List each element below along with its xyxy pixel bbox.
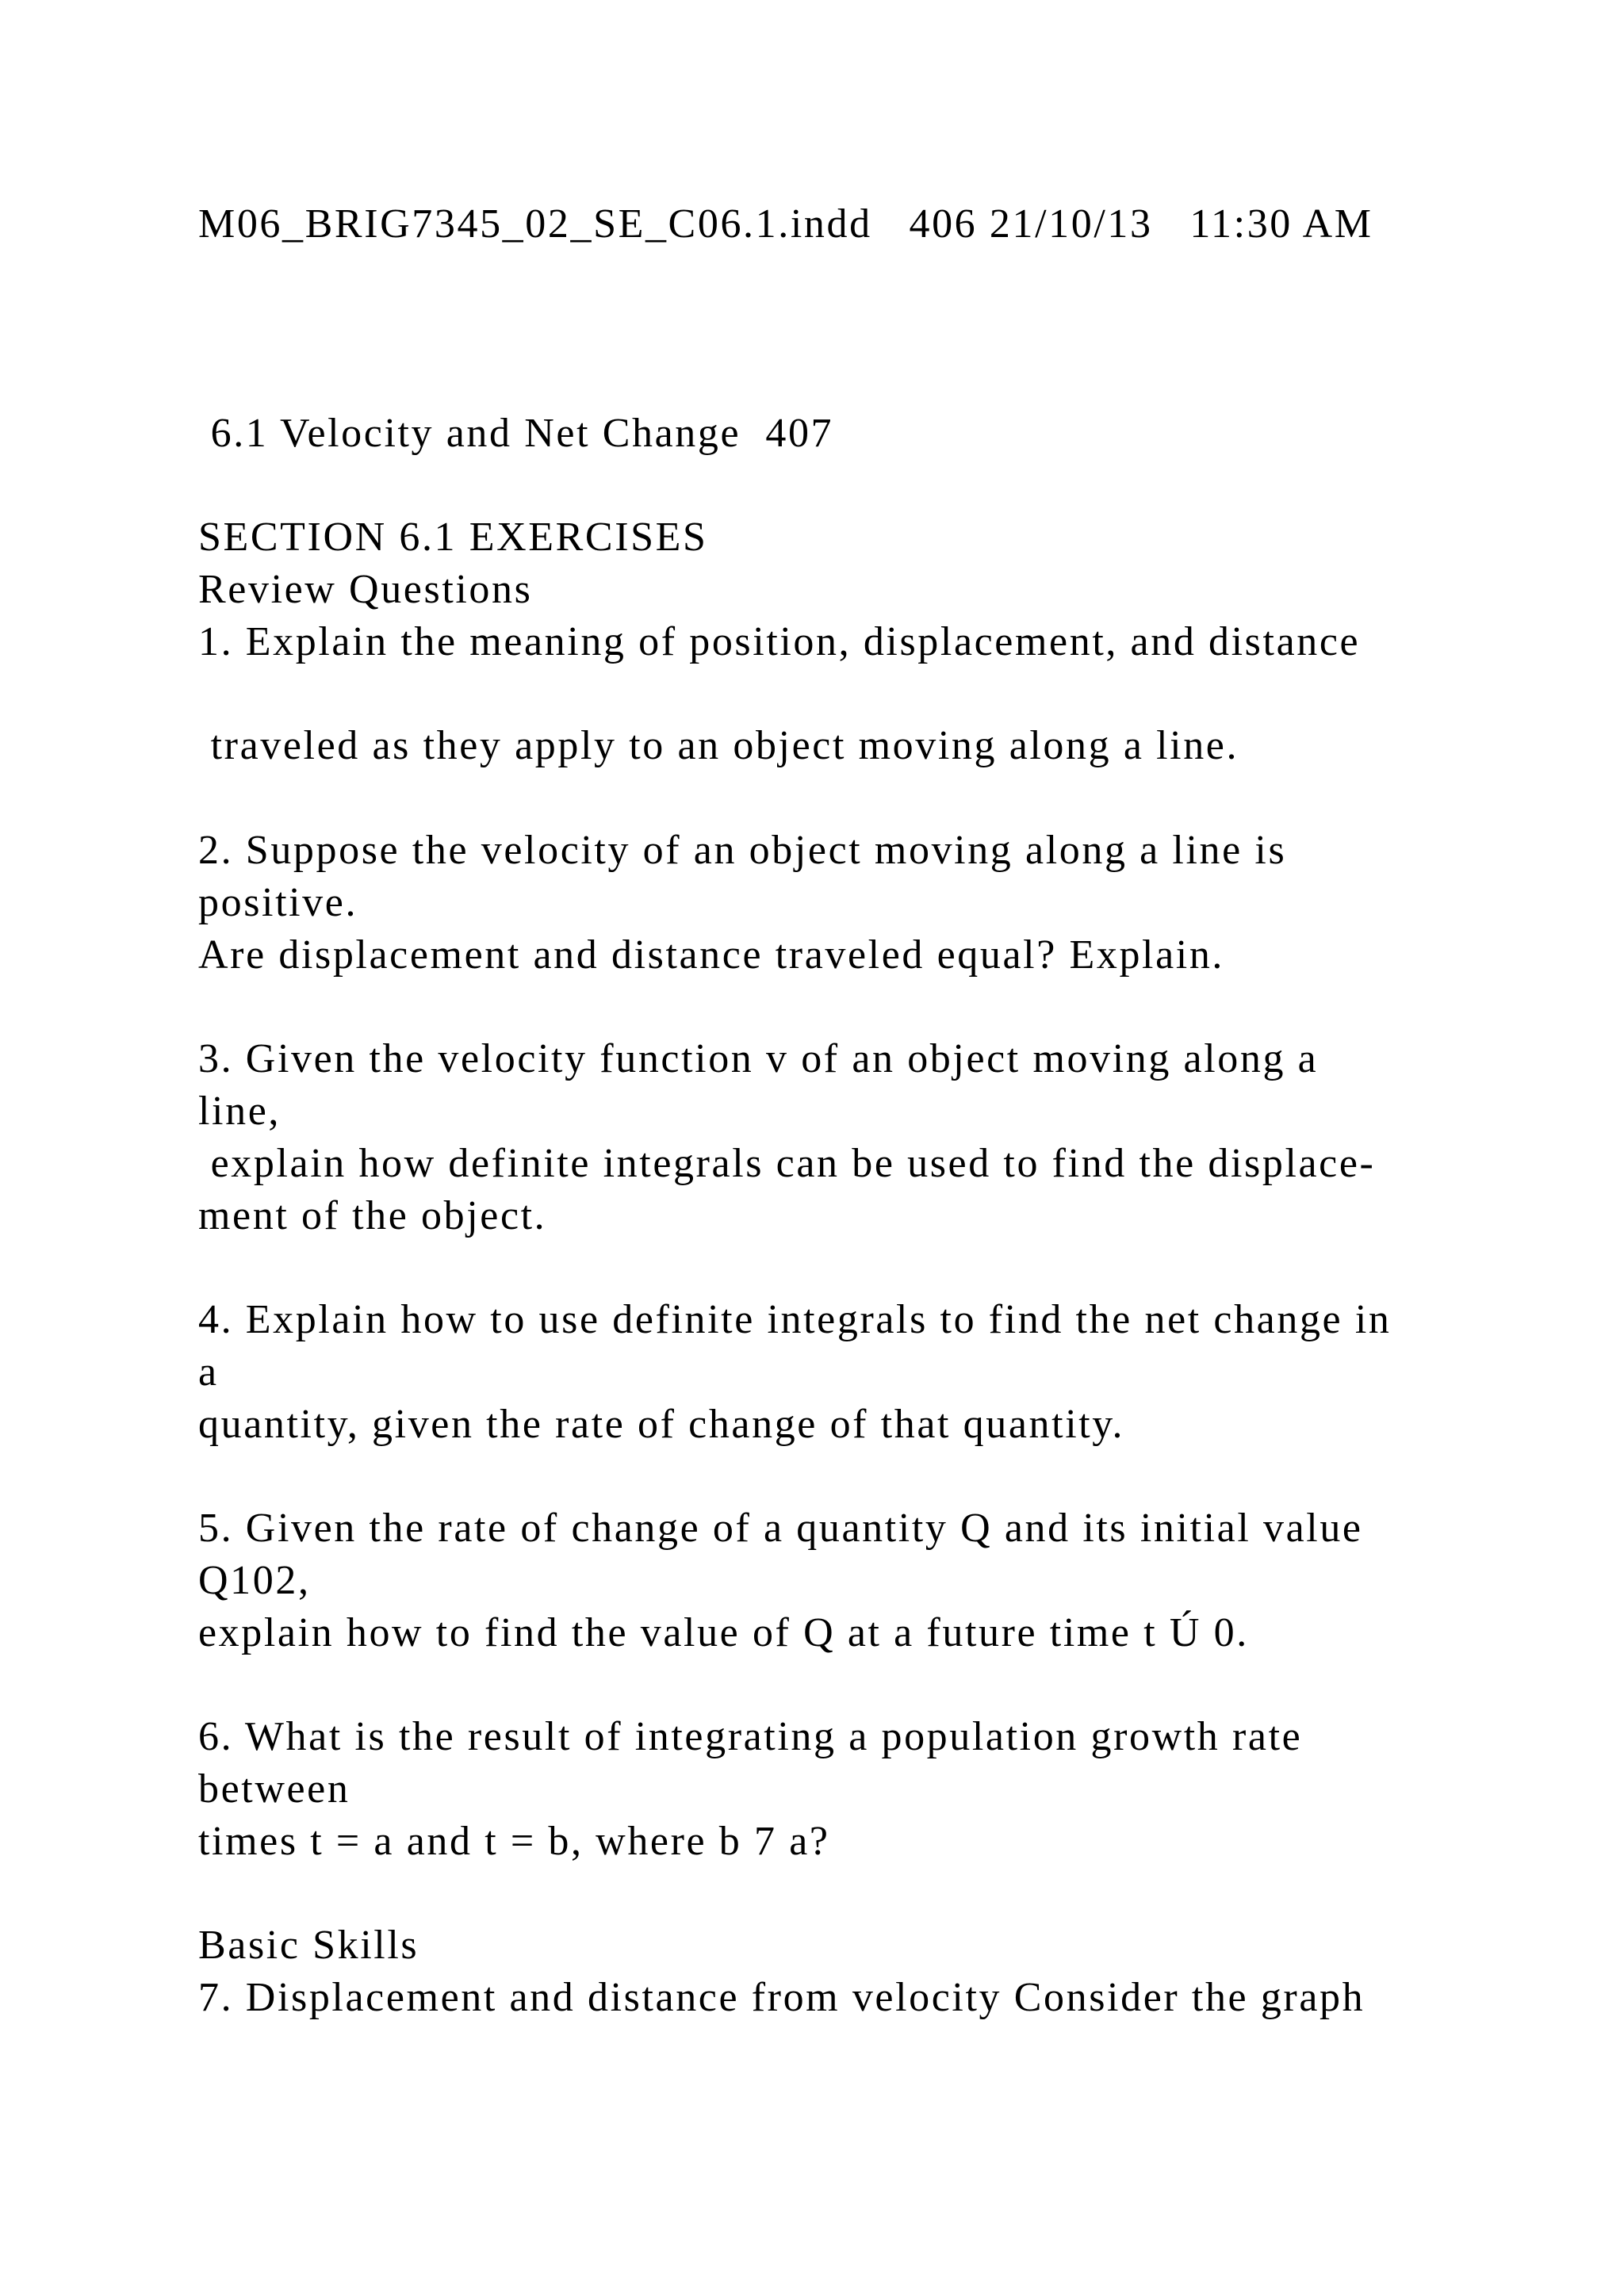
running-head: 6.1 Velocity and Net Change 407 xyxy=(198,411,834,456)
question-5-line-1: 5. Given the rate of change of a quantity Q and its initial value xyxy=(198,1506,1363,1551)
question-6-line-3: times t = a and t = b, where b 7 a? xyxy=(198,1819,830,1864)
question-7-line-1: 7. Displacement and distance from velocity Consider the graph xyxy=(198,1975,1365,2020)
file-slug-line: M06_BRIG7345_02_SE_C06.1.indd 406 21/10/13 11:30 AM xyxy=(198,201,1373,247)
basic-skills-heading: Basic Skills xyxy=(198,1923,419,1968)
review-questions-heading: Review Questions xyxy=(198,567,533,612)
question-3-line-3: explain how definite integrals can be used to find the displace- xyxy=(198,1141,1376,1186)
question-2-line-3: Are displacement and distance traveled equal? Explain. xyxy=(198,932,1225,978)
question-6-line-1: 6. What is the result of integrating a population growth rate xyxy=(198,1714,1303,1759)
question-3-line-2: line, xyxy=(198,1089,281,1134)
question-6-line-2: between xyxy=(198,1766,350,1812)
question-3-line-4: ment of the object. xyxy=(198,1193,547,1238)
section-title: SECTION 6.1 EXERCISES xyxy=(198,515,708,560)
question-2-line-2: positive. xyxy=(198,880,358,925)
question-5-line-2: Q102, xyxy=(198,1558,311,1603)
question-4-line-3: quantity, given the rate of change of that quantity. xyxy=(198,1402,1125,1447)
question-4-line-1: 4. Explain how to use definite integrals to find the net change in xyxy=(198,1297,1392,1342)
question-4-line-2: a xyxy=(198,1349,219,1395)
question-1-line-1: 1. Explain the meaning of position, displacement, and distance xyxy=(198,619,1361,664)
question-1-line-2: traveled as they apply to an object moving along a line. xyxy=(198,723,1239,768)
question-3-line-1: 3. Given the velocity function v of an object moving along a xyxy=(198,1036,1319,1081)
question-2-line-1: 2. Suppose the velocity of an object moving along a line is xyxy=(198,828,1287,873)
question-5-line-3: explain how to find the value of Q at a future time t Ú 0. xyxy=(198,1610,1249,1655)
